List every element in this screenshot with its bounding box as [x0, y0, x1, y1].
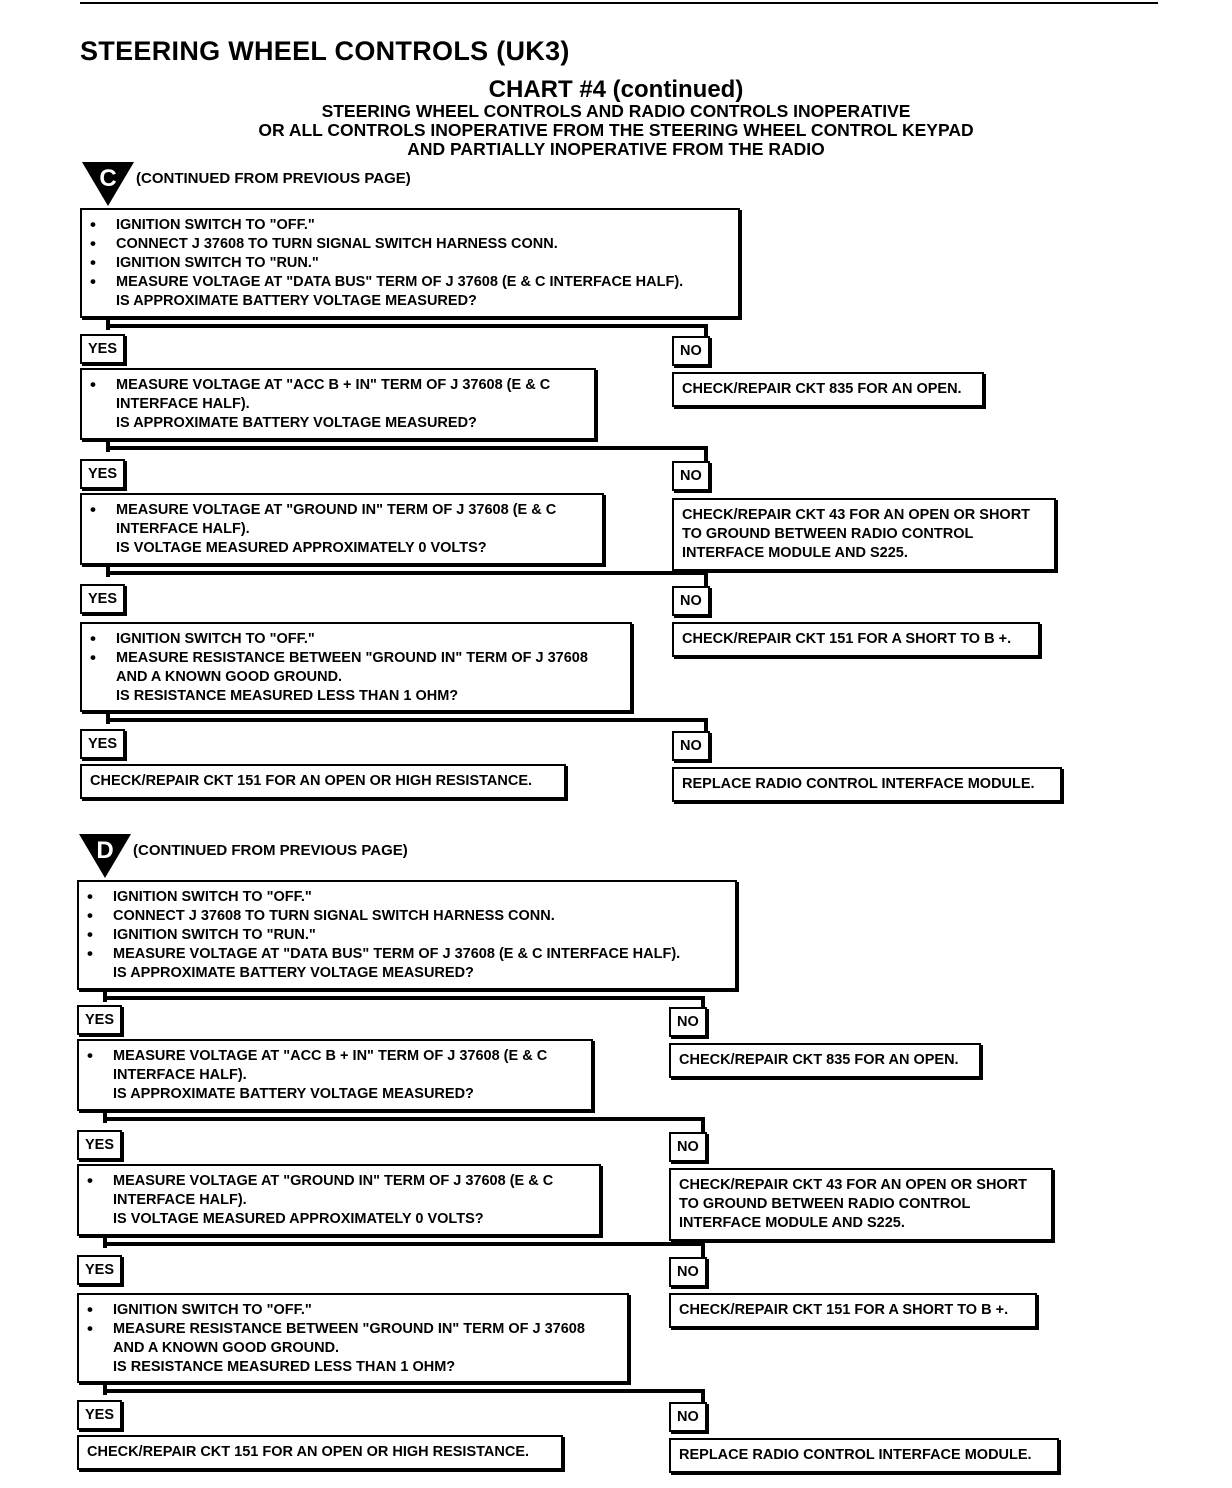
step-bullet-line: • IGNITION SWITCH TO "RUN."	[79, 926, 735, 945]
yes-label: YES	[77, 1400, 122, 1430]
no-result-line: CHECK/REPAIR CKT 151 FOR A SHORT TO B +.	[679, 1302, 1009, 1318]
step-question-line: INTERFACE HALF).	[113, 1067, 247, 1083]
step-bullet-line: • IGNITION SWITCH TO "OFF."	[82, 216, 738, 235]
no-result-box	[672, 498, 1056, 571]
step-bullet-line: • IGNITION SWITCH TO "OFF."	[82, 630, 630, 649]
connector-line	[701, 1117, 705, 1132]
branch-line	[106, 571, 708, 575]
chart-title: CHART #4 (continued)	[488, 76, 744, 103]
connector-line	[704, 324, 708, 336]
no-result-line: CHECK/REPAIR CKT 43 FOR AN OPEN OR SHORT	[682, 507, 1031, 523]
continued-label: (CONTINUED FROM PREVIOUS PAGE)	[133, 842, 408, 859]
step-box	[80, 368, 596, 440]
connector-line	[701, 996, 705, 1007]
top-rule	[80, 2, 1158, 4]
no-label: NO	[669, 1007, 707, 1037]
step-question-line: INTERFACE HALF).	[116, 396, 250, 412]
branch-line	[106, 718, 708, 722]
branch-line	[103, 1117, 705, 1121]
connector-line	[704, 446, 708, 461]
no-label: NO	[672, 586, 710, 616]
step-box	[77, 880, 737, 990]
connector-marker-d	[77, 832, 133, 882]
no-result-line: INTERFACE MODULE AND S225.	[679, 1215, 905, 1231]
step-question-line: AND A KNOWN GOOD GROUND.	[113, 1340, 340, 1356]
step-bullet-line: • IGNITION SWITCH TO "OFF."	[79, 1301, 627, 1320]
step-bullet-line: • MEASURE VOLTAGE AT "DATA BUS" TERM OF J 37608 (E & C INTERFACE HALF).	[79, 945, 735, 964]
yes-label: YES	[80, 584, 125, 614]
step-question-line: INTERFACE HALF).	[116, 521, 250, 537]
no-result-box	[669, 1043, 981, 1078]
no-result-box	[672, 622, 1040, 657]
no-label: NO	[672, 731, 710, 761]
step-bullet-line: • MEASURE VOLTAGE AT "DATA BUS" TERM OF J 37608 (E & C INTERFACE HALF).	[82, 273, 738, 292]
no-result-line: CHECK/REPAIR CKT 43 FOR AN OPEN OR SHORT	[679, 1177, 1028, 1193]
step-bullet-line: • MEASURE VOLTAGE AT "ACC B + IN" TERM OF J 37608 (E & C	[79, 1047, 591, 1066]
final-yes-result: CHECK/REPAIR CKT 151 FOR AN OPEN OR HIGH RESISTANCE.	[80, 764, 566, 799]
yes-label: YES	[80, 459, 125, 489]
connector-line	[701, 1242, 705, 1257]
step-question-line: IS APPROXIMATE BATTERY VOLTAGE MEASURED?	[113, 965, 474, 981]
no-result-line: REPLACE RADIO CONTROL INTERFACE MODULE.	[679, 1447, 1032, 1463]
no-result-box	[669, 1293, 1037, 1328]
step-bullet-line: • MEASURE RESISTANCE BETWEEN "GROUND IN" TERM OF J 37608	[79, 1320, 627, 1339]
branch-line	[106, 324, 708, 328]
connector-marker-c	[80, 160, 136, 210]
subtitle-line-3: AND PARTIALLY INOPERATIVE FROM THE RADIO	[407, 139, 825, 159]
step-question-line: IS APPROXIMATE BATTERY VOLTAGE MEASURED?	[116, 415, 477, 431]
no-result-box	[669, 1438, 1059, 1473]
page-title: STEERING WHEEL CONTROLS (UK3)	[80, 36, 570, 66]
connector-line	[701, 1389, 705, 1402]
yes-label: YES	[77, 1255, 122, 1285]
connector-line	[704, 718, 708, 731]
step-bullet-line: • MEASURE VOLTAGE AT "GROUND IN" TERM OF J 37608 (E & C	[79, 1172, 599, 1191]
no-result-box	[672, 767, 1062, 802]
branch-line	[106, 446, 708, 450]
connector-line	[704, 571, 708, 586]
step-question-line: IS APPROXIMATE BATTERY VOLTAGE MEASURED?	[116, 293, 477, 309]
no-result-line: CHECK/REPAIR CKT 835 FOR AN OPEN.	[682, 381, 962, 397]
no-label: NO	[669, 1257, 707, 1287]
step-box	[80, 208, 740, 318]
step-box	[77, 1164, 601, 1236]
no-label: NO	[669, 1132, 707, 1162]
step-question-line: IS VOLTAGE MEASURED APPROXIMATELY 0 VOLTS?	[113, 1211, 484, 1227]
branch-line	[103, 1242, 705, 1246]
no-result-line: INTERFACE MODULE AND S225.	[682, 545, 908, 561]
no-result-line: TO GROUND BETWEEN RADIO CONTROL	[679, 1196, 971, 1212]
yes-label: YES	[77, 1005, 122, 1035]
yes-label: YES	[77, 1130, 122, 1160]
step-box	[77, 1039, 593, 1111]
no-label: NO	[669, 1402, 707, 1432]
step-bullet-line: • CONNECT J 37608 TO TURN SIGNAL SWITCH HARNESS CONN.	[79, 907, 735, 926]
step-bullet-line: • IGNITION SWITCH TO "OFF."	[79, 888, 735, 907]
subtitle-line-2: OR ALL CONTROLS INOPERATIVE FROM THE STEERING WHEEL CONTROL KEYPAD	[258, 120, 974, 140]
step-bullet-line: • MEASURE VOLTAGE AT "ACC B + IN" TERM OF J 37608 (E & C	[82, 376, 594, 395]
yes-label: YES	[80, 729, 125, 759]
step-bullet-line: • MEASURE VOLTAGE AT "GROUND IN" TERM OF J 37608 (E & C	[82, 501, 602, 520]
step-question-line: IS APPROXIMATE BATTERY VOLTAGE MEASURED?	[113, 1086, 474, 1102]
step-question-line: INTERFACE HALF).	[113, 1192, 247, 1208]
final-yes-result: CHECK/REPAIR CKT 151 FOR AN OPEN OR HIGH RESISTANCE.	[77, 1435, 563, 1470]
step-question-line: IS VOLTAGE MEASURED APPROXIMATELY 0 VOLTS?	[116, 540, 487, 556]
step-bullet-line: • IGNITION SWITCH TO "RUN."	[82, 254, 738, 273]
marker-letter: C	[99, 165, 117, 192]
continued-label: (CONTINUED FROM PREVIOUS PAGE)	[136, 170, 411, 187]
no-result-box	[669, 1168, 1053, 1241]
no-label: NO	[672, 461, 710, 491]
step-box	[77, 1293, 629, 1383]
no-result-line: REPLACE RADIO CONTROL INTERFACE MODULE.	[682, 776, 1035, 792]
no-result-line: CHECK/REPAIR CKT 835 FOR AN OPEN.	[679, 1052, 959, 1068]
branch-line	[103, 1389, 705, 1393]
step-question-line: IS RESISTANCE MEASURED LESS THAN 1 OHM?	[113, 1359, 456, 1375]
marker-letter: D	[96, 837, 114, 864]
branch-line	[103, 996, 705, 1000]
step-bullet-line: • MEASURE RESISTANCE BETWEEN "GROUND IN" TERM OF J 37608	[82, 649, 630, 668]
step-question-line: AND A KNOWN GOOD GROUND.	[116, 669, 343, 685]
subtitle-line-1: STEERING WHEEL CONTROLS AND RADIO CONTROLS INOPERATIVE	[321, 101, 911, 121]
yes-label: YES	[80, 334, 125, 364]
no-result-box	[672, 372, 984, 407]
step-box	[80, 493, 604, 565]
step-bullet-line: • CONNECT J 37608 TO TURN SIGNAL SWITCH HARNESS CONN.	[82, 235, 738, 254]
no-label: NO	[672, 336, 710, 366]
step-box	[80, 622, 632, 712]
no-result-line: CHECK/REPAIR CKT 151 FOR A SHORT TO B +.	[682, 631, 1012, 647]
no-result-line: TO GROUND BETWEEN RADIO CONTROL	[682, 526, 974, 542]
step-question-line: IS RESISTANCE MEASURED LESS THAN 1 OHM?	[116, 688, 459, 704]
